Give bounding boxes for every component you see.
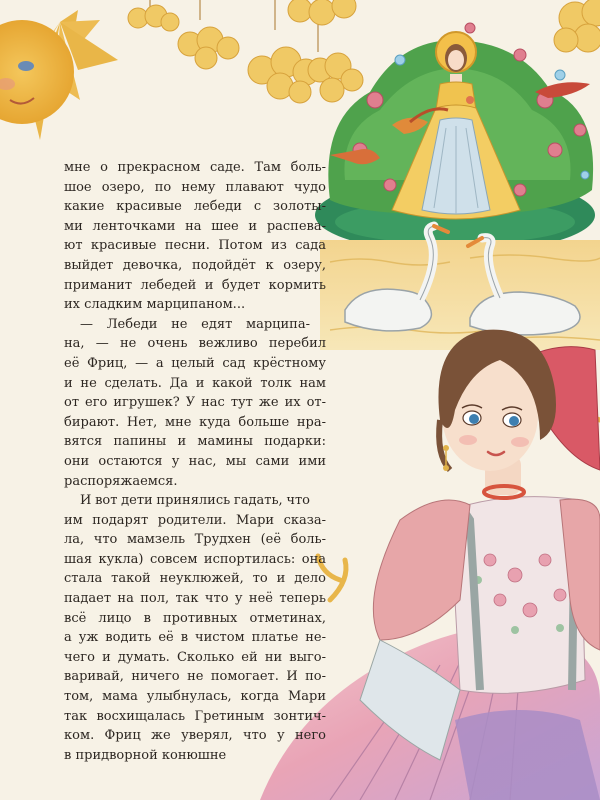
text-line: от его игрушек? У нас тут же их от- [64, 395, 326, 411]
text-line: чего и думать. Сколько ей ни выго- [64, 649, 326, 665]
text-line: и не сделать. Да и какой толк нам [64, 375, 326, 391]
paragraph [64, 315, 326, 491]
text-line: ми ленточками на шее и распева- [64, 218, 326, 234]
text-line: том, мама улыбнулась, когда Мари [64, 689, 326, 705]
text-line: им подарят родители. Мари сказа- [64, 512, 326, 528]
text-line: в придворной конюшне [64, 747, 227, 763]
paragraph [64, 158, 326, 315]
text-line: какие красивые лебеди с золоты- [64, 199, 326, 215]
text-line: бирают. Нет, мне куда больше нра- [64, 414, 326, 430]
text-line: они остаются у нас, мы сами ими [64, 453, 326, 469]
text-line: на, — не очень вежливо перебил [64, 336, 326, 352]
text-line: шая кукла) совсем испортилась: она [64, 551, 326, 567]
text-line: ком. Фриц же уверял, что у него [64, 728, 326, 744]
text-line: вятся папины и мамины подарки: [64, 434, 326, 450]
text-line: мне о прекрасном саде. Там боль- [64, 160, 326, 175]
text-line: так восхищалась Гретиным зонтич- [64, 708, 326, 724]
text-line: И вот дети принялись гадать, что [80, 493, 310, 509]
text-line: ла, что мамзель Трудхен (её боль- [64, 532, 326, 548]
text-line: всё лицо в противных отметинах, [64, 610, 326, 626]
sun-illustration [0, 10, 118, 140]
text-line: стала такой неуклюжей, то и дело [64, 571, 326, 587]
text-line: шое озеро, по нему плавают чудо [64, 179, 326, 195]
text-line: а уж водить её в чистом платье не- [64, 630, 326, 646]
paragraph [64, 491, 326, 765]
text-line: выйдет девочка, подойдёт к озеру, [64, 257, 326, 273]
text-line: падает на пол, так что у неё теперь [64, 591, 326, 607]
text-line: её Фриц, — а целый сад крёстному [64, 355, 326, 371]
text-line: их сладким марципаном... [64, 297, 246, 313]
text-line: варивай, ничего не помогает. И по- [64, 669, 326, 685]
text-line: — Лебеди не едят марципа- [80, 316, 310, 332]
text-line: распоряжаемся. [64, 473, 178, 489]
story-text [64, 158, 326, 765]
text-line: ют красивые песни. Потом из сада [64, 238, 326, 254]
text-line: приманит лебедей и будет кормить [64, 277, 326, 293]
